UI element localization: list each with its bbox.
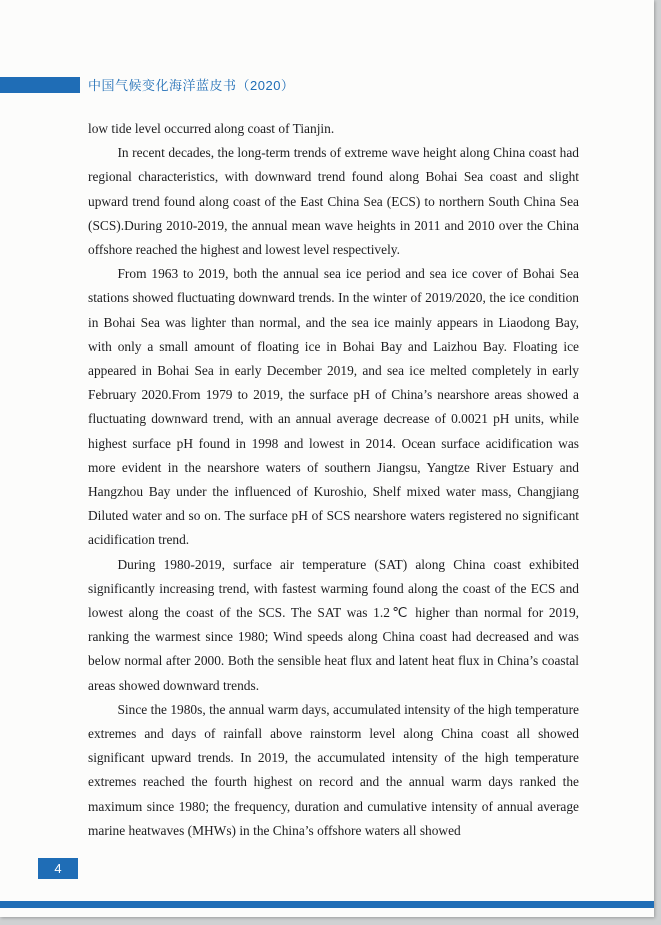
header-title: 中国气候变化海洋蓝皮书（2020） [88,78,295,93]
paragraph: From 1963 to 2019, both the annual sea ice period and sea ice cover of Bohai Sea stations showed fluctuating downward trends. In the winter of 2019/2020, the ice condition in Bohai Sea was lighter than normal, and the sea ice mainly appears in Liaodong Bay, with only a small amount of floating ice in Bohai Bay and Laizhou Bay. Floating ice appeared in Bohai Sea in early December 2019, and sea ice melted completely in early February 2020.From 1979 to 2019, the surface pH of China’s nearshore areas showed a fluctuating downward trend, with an annual average decrease of 0.0021 pH units, while highest surface pH found in 1998 and lowest in 2014. Ocean surface acidification was more evident in the nearshore waters of southern Jiangsu, Yangtze River Estuary and Hangzhou Bay under the influenced of Kuroshio, Shelf mixed water mass, Changjiang Diluted water and so on. The surface pH of SCS nearshore waters registered no significant acidification trend. [88,266,579,548]
page-number: 4 [54,861,62,876]
paragraph: In recent decades, the long-term trends of extreme wave height along China coast had regional characteristics, with downward trend found along Bohai Sea coast and slight upward trend found along coast of the East China Sea (ECS) to northern South China Sea (SCS).During 2010-2019, the annual mean wave heights in 2011 and 2010 over the China offshore reached the highest and lowest level respectively. [88,145,579,258]
paragraph: Since the 1980s, the annual warm days, accumulated intensity of the high temperature extremes and days of rainfall above rainstorm level along China coast all showed significant upward trends. In 2019, the accumulated intensity of the high temperature extremes reached the fourth highest on record and the annual warm days ranked the maximum since 1980; the frequency, duration and cumulative intensity of annual average marine heatwaves (MHWs) in the China’s offshore waters all showed [88,701,579,838]
paragraph: During 1980-2019, surface air temperature (SAT) along China coast exhibited significantly increasing trend, with fastest warming found along the coast of the ECS and lowest along the coast of the SCS. The SAT was 1.2℃ higher than normal for 2019, ranking the warmest since 1980; Wind speeds along China coast had decreased and was below normal after 2000. Both the sensible heat flux and latent heat flux in China’s coastal areas showed downward trends. [88,556,579,693]
page-body [88,117,579,843]
footer-bottom-bar [0,901,654,908]
header-accent-bar [0,77,80,93]
page-number-badge [38,858,78,879]
paragraph: low tide level occurred along coast of Tianjin. [88,121,335,136]
